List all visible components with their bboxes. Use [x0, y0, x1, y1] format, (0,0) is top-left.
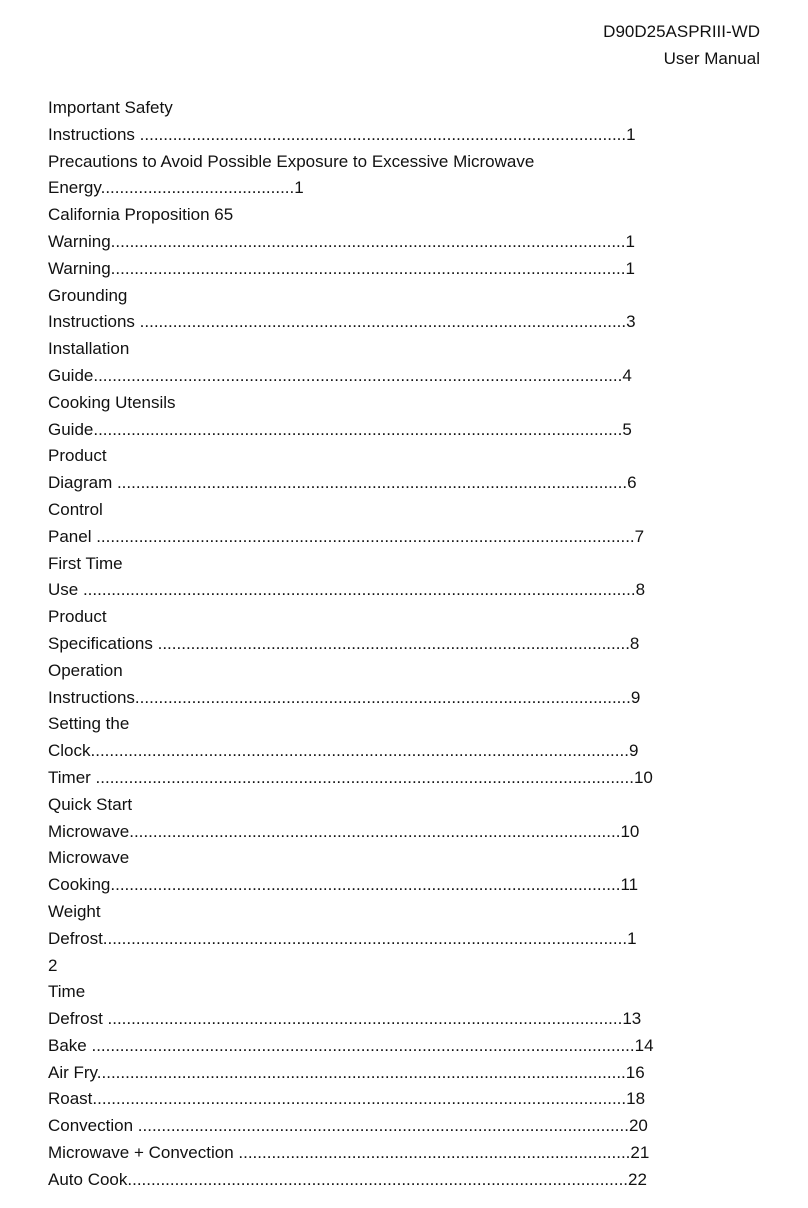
- toc-line: Control: [48, 499, 103, 519]
- toc-line: California Proposition 65: [48, 205, 234, 225]
- toc-line: Installation: [48, 339, 130, 359]
- toc-line: Defrost .............................................................................................................13: [48, 1009, 642, 1029]
- toc-line: 2: [48, 955, 58, 975]
- toc-line: Diagram ............................................................................................................6: [48, 473, 637, 493]
- toc-line: Panel ..................................................................................................................7: [48, 526, 645, 546]
- toc-line: Microwave: [48, 848, 130, 868]
- toc-line: Instructions.........................................................................................................9: [48, 687, 641, 707]
- toc-line: Air Fry................................................................................................................16: [48, 1062, 645, 1082]
- toc-line: Important Safety: [48, 98, 173, 117]
- model-number: D90D25ASPRIII-WD: [603, 22, 760, 41]
- toc-line: Bake ...................................................................................................................14: [48, 1035, 654, 1055]
- table-of-contents: [48, 95, 768, 1194]
- toc-line: Timer ..................................................................................................................10: [48, 767, 653, 787]
- toc-line: Instructions .......................................................................................................3: [48, 312, 636, 332]
- toc-line: Guide................................................................................................................4: [48, 365, 632, 385]
- toc-line: Quick Start: [48, 794, 133, 814]
- toc-line: Grounding: [48, 285, 128, 305]
- toc-line: Auto Cook..........................................................................................................22: [48, 1169, 647, 1189]
- page-header: [603, 18, 760, 72]
- toc-line: Roast.................................................................................................................18: [48, 1089, 646, 1109]
- toc-line: Precautions to Avoid Possible Exposure to Excessive Microwave: [48, 151, 535, 171]
- toc-line: Defrost...............................................................................................................1: [48, 928, 637, 948]
- toc-line: Microwave + Convection ...................................................................................21: [48, 1143, 650, 1163]
- toc-line: Setting the: [48, 714, 130, 734]
- toc-line: Convection ........................................................................................................20: [48, 1116, 648, 1136]
- toc-line: Specifications ....................................................................................................8: [48, 633, 640, 653]
- toc-line: Operation: [48, 660, 123, 680]
- toc-line: Clock..................................................................................................................9: [48, 741, 639, 761]
- toc-line: First Time: [48, 553, 123, 573]
- toc-line: Product: [48, 607, 107, 627]
- toc-line: Warning.............................................................................................................1: [48, 231, 635, 251]
- toc-line: Energy.........................................1: [48, 178, 304, 198]
- toc-line: Weight: [48, 901, 101, 921]
- toc-line: Use .....................................................................................................................8: [48, 580, 646, 600]
- toc-line: Instructions .......................................................................................................1: [48, 124, 636, 144]
- toc-line: Cooking............................................................................................................11: [48, 875, 639, 895]
- toc-line: Microwave........................................................................................................10: [48, 821, 640, 841]
- document-title: User Manual: [663, 49, 760, 68]
- toc-line: Guide................................................................................................................5: [48, 419, 632, 439]
- toc-line: Warning.............................................................................................................1: [48, 258, 635, 278]
- toc-line: Cooking Utensils: [48, 392, 176, 412]
- toc-line: Time: [48, 982, 86, 1002]
- toc-line: Product: [48, 446, 107, 466]
